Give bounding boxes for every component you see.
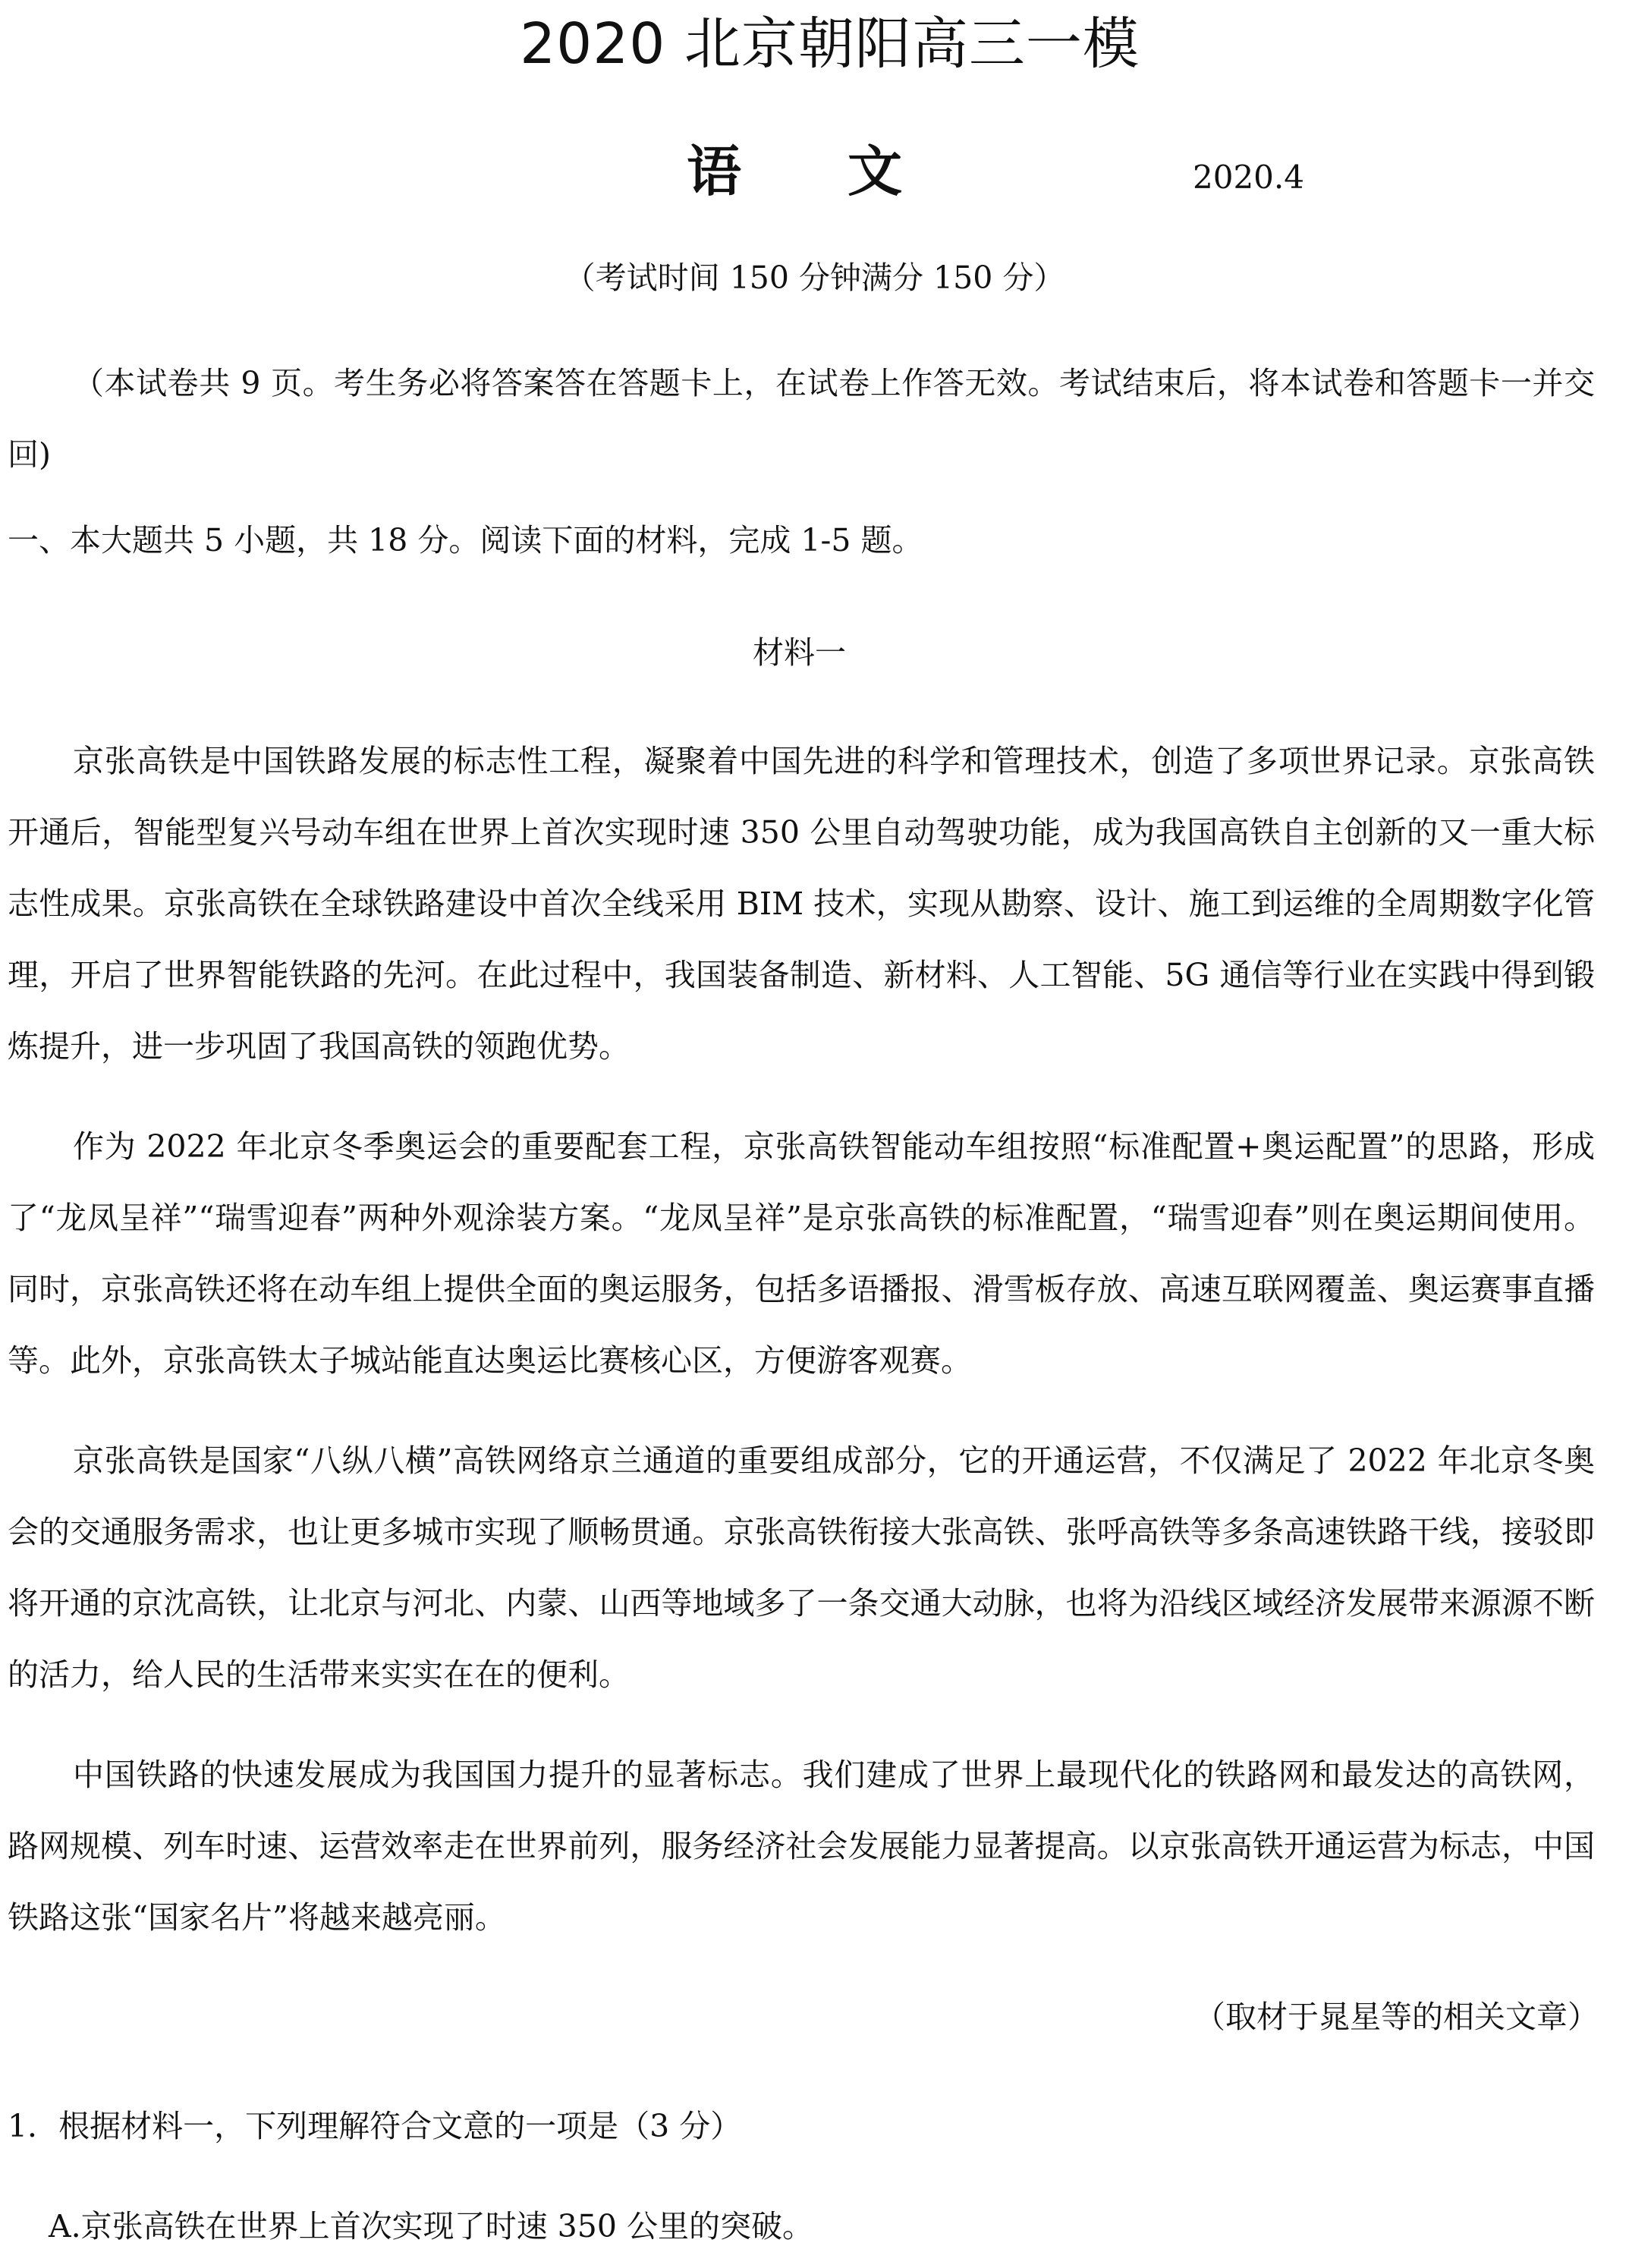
material-paragraph-2: 作为 2022 年北京冬季奥运会的重要配套工程，京张高铁智能动车组按照“标准配置+奥运配置”的思路，形成了“龙凤呈祥”“瑞雪迎春”两种外观涂装方案。“龙凤呈祥”是京张高铁的标准配置，“瑞雪迎春”则在奥运期间使用。同时，京张高铁还将在动车组上提供全面的奥运服务，包括多语播报、滑雪板存放、高速互联网覆盖、奥运赛事直播等。此外，京张高铁太子城站能直达奥运比赛核心区，方便游客观赛。 [8,1128,1595,1379]
instructions-paragraph: （本试卷共 9 页。考生务必将答案答在答题卡上，在试卷上作答无效。考试结束后，将本试卷和答题卡一并交回) [8,365,1595,473]
material-paragraph-1: 京张高铁是中国铁路发展的标志性工程，凝聚着中国先进的科学和管理技术，创造了多项世界记录。京张高铁开通后，智能型复兴号动车组在世界上首次实现时速 350 公里自动驾驶功能，成为我国高铁自主创新的又一重大标志性成果。京张高铁在全球铁路建设中首次全线采用 BIM 技术，实现从勘察、设计、施工到运维的全周期数字化管理，开启了世界智能铁路的先河。在此过程中，我国装备制造、新材料、人工智能、5G 通信等行业在实践中得到锻炼提升，进一步巩固了我国高铁的领跑优势。 [8,743,1595,1065]
exam-info: （考试时间 150 分钟满分 150 分） [564,260,1065,296]
question-1-option-a: A.京张高铁在世界上首次实现了时速 350 公里的突破。 [49,2208,813,2244]
material-title: 材料一 [753,634,846,671]
exam-date: 2020.4 [1193,159,1304,196]
section-heading: 一、本大题共 5 小题，共 18 分。阅读下面的材料，完成 1-5 题。 [8,522,923,558]
page-title: 2020 北京朝阳高三一模 [520,11,1140,77]
question-1-stem: 1．根据材料一，下列理解符合文意的一项是（3 分） [8,2108,742,2144]
source-citation: （取材于晁星等的相关文章） [1194,1999,1599,2035]
subject-heading: 语文 [687,140,1009,203]
material-paragraph-4: 中国铁路的快速发展成为我国国力提升的显著标志。我们建成了世界上最现代化的铁路网和最发达的高铁网，路网规模、列车时速、运营效率走在世界前列，服务经济社会发展能力显著提高。以京张高铁开通运营为标志，中国铁路这张“国家名片”将越来越亮丽。 [8,1757,1595,1936]
material-paragraph-3: 京张高铁是国家“八纵八横”高铁网络京兰通道的重要组成部分，它的开通运营，不仅满足了 2022 年北京冬奥会的交通服务需求，也让更多城市实现了顺畅贯通。京张高铁衔接大张高铁、张呼高铁等多条高速铁路干线，接驳即将开通的京沈高铁，让北京与河北、内蒙、山西等地域多了一条交通大动脉，也将为沿线区域经济发展带来源源不断的活力，给人民的生活带来实实在在的便利。 [8,1442,1595,1693]
